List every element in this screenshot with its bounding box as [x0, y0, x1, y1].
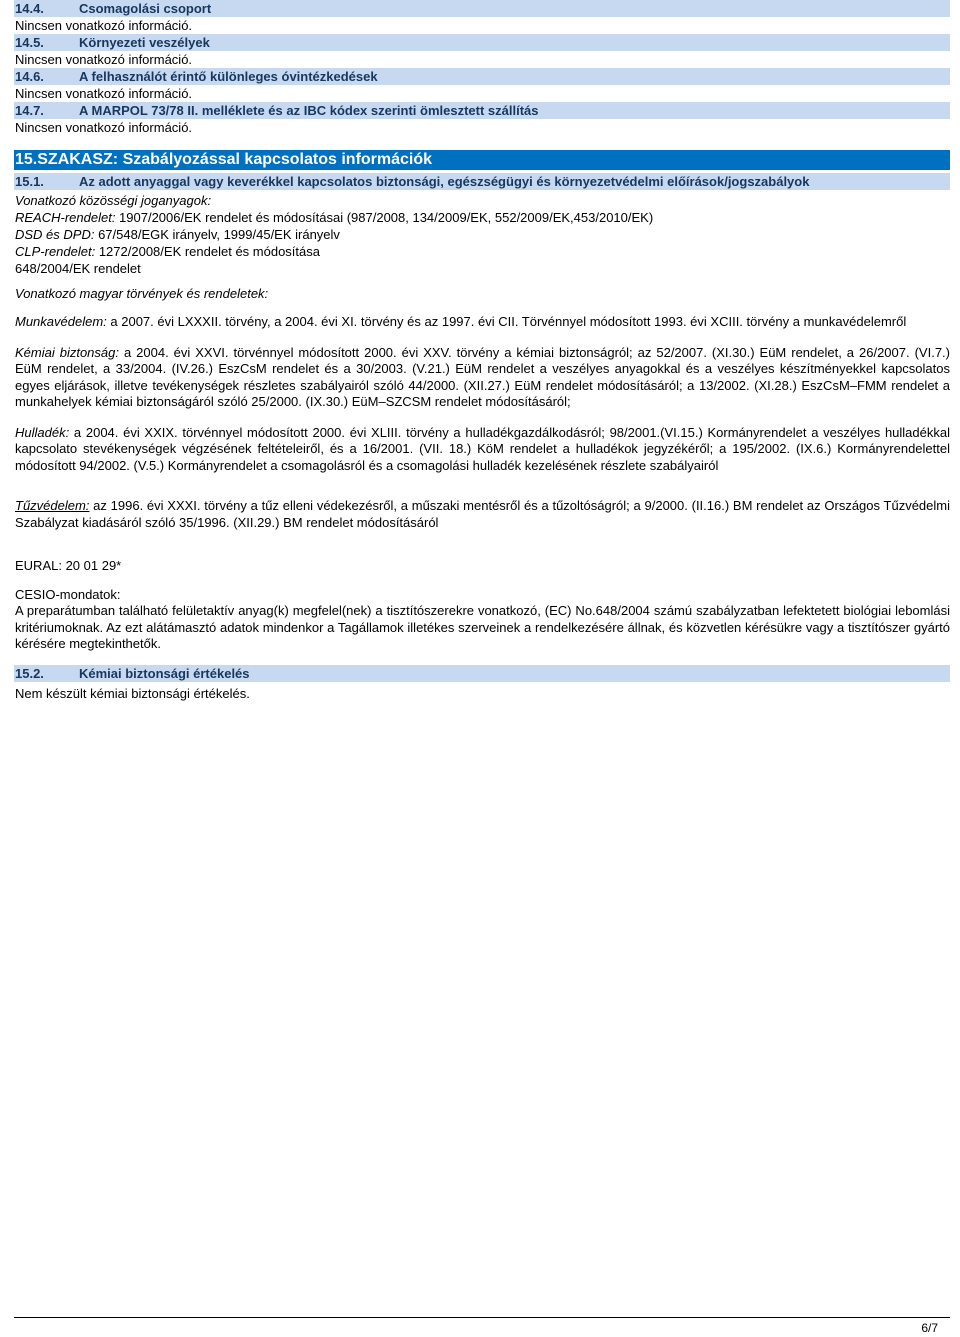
dsd-label: DSD és DPD:: [15, 227, 95, 242]
hulladek-label: Hulladék:: [15, 424, 70, 440]
dsd-line: [14, 226, 950, 243]
subsection-title: A MARPOL 73/78 II. melléklete és az IBC kódex szerinti ömlesztett szállítás: [79, 103, 539, 118]
hu-legislation-heading: Vonatkozó magyar törvények és rendeletek:: [15, 286, 269, 301]
cesio-heading: CESIO-mondatok:: [15, 587, 121, 602]
subsection-14-4-header: [14, 0, 950, 17]
clp-text: 1272/2008/EK rendelet és módosítása: [95, 244, 320, 259]
subsection-14-7-header: [14, 102, 950, 119]
no-info-text: Nincsen vonatkozó információ.: [15, 18, 193, 33]
subsection-title: Kémiai biztonsági értékelés: [79, 665, 250, 681]
clp-line: [14, 243, 950, 260]
munkavedelem-text: a 2007. évi LXXXII. törvény, a 2004. évi XI. törvény és az 1997. évi CII. Törvénnyel módosított 1993. évi XCIII. törvény a munkavédelemről: [106, 314, 907, 329]
footer-divider: [14, 1317, 950, 1318]
hulladek-paragraph: [14, 425, 950, 475]
kemiai-biztonsag-label: Kémiai biztonság:: [15, 344, 119, 360]
tuzvedelem-label: Tűzvédelem:: [15, 498, 90, 513]
subsection-number: 14.5.: [15, 35, 44, 50]
subsection-number: 14.4.: [15, 1, 44, 16]
subsection-number: 15.2.: [15, 665, 44, 681]
subsection-14-5-header: [14, 34, 950, 51]
hulladek-text: a 2004. évi XXIX. törvénnyel módosított 2000. évi XLIII. törvény a hulladékgazdálkodásról; 98/2001.(VI.15.) Kormányrendelet a veszélyes hulladékkal kapcsolato stevékenységek végzésének feltételeiről, és a 16/2001. (VII. 18.) KöM rendelet a hulladékok jegyzékéről; a 195/2002. (IX.6.) Kormányrendelettel módosított 94/2002. (V.5.) Kormányrendelet a csomagolásról és a csomagolási hulladék kezelésének részlete szabályairól: [15, 424, 950, 473]
no-assessment-text: Nem készült kémiai biztonsági értékelés.: [15, 685, 250, 701]
cesio-text: A preparátumban található felületaktív anyag(k) megfelel(nek) a tisztítószerekre vonatkozó, (EC) No.648/2004 számú szabályzatban lefektetett biológiai lebomlási kritériumoknak. Az ezt alátámasztó adatok mindenkor a Tagállamok illetékes szerveinek a rendelkezésére állnak, és közvetlen kérésükre vagy a tisztítószer gyártó kérésére megtekinthetők.: [15, 603, 950, 651]
subsection-title: Csomagolási csoport: [79, 1, 212, 16]
subsection-15-2-header: [14, 665, 950, 682]
reach-label: REACH-rendelet:: [15, 210, 116, 225]
no-info-text: Nincsen vonatkozó információ.: [15, 52, 193, 67]
no-info-text: Nincsen vonatkozó információ.: [15, 120, 193, 135]
section-15-header: 15.SZAKASZ: Szabályozással kapcsolatos információk: [14, 150, 950, 170]
subsection-number: 15.1.: [15, 174, 44, 189]
eural-code: EURAL: 20 01 29*: [15, 558, 122, 573]
subsection-title: Környezeti veszélyek: [79, 35, 210, 50]
subsection-title: A felhasználót érintő különleges óvintézkedések: [79, 69, 378, 84]
reach-line: [14, 209, 950, 226]
munkavedelem-paragraph: [14, 314, 950, 331]
subsection-14-6-header: [14, 68, 950, 85]
subsection-number: 14.7.: [15, 103, 44, 118]
subsection-number: 14.6.: [15, 69, 44, 84]
tuzvedelem-paragraph: [14, 498, 950, 531]
no-info-text: Nincsen vonatkozó információ.: [15, 86, 193, 101]
dsd-text: 67/548/EGK irányelv, 1999/45/EK irányelv: [94, 227, 340, 242]
munkavedelem-label: Munkavédelem:: [15, 314, 107, 329]
document-page: [14, 0, 950, 702]
detergent-regulation: 648/2004/EK rendelet: [15, 261, 141, 276]
reach-text: 1907/2006/EK rendelet és módosításai (987/2008, 134/2009/EK, 552/2009/EK,453/2010/EK): [115, 210, 654, 225]
kemiai-biztonsag-text: a 2004. évi XXVI. törvénnyel módosított 2000. évi XXV. törvény a kémiai biztonságról; az 52/2007. (XI.30.) EüM rendelet, a 26/2007. (VI.7.) EüM rendelet, a 33/2004. (IV.26.) EszCsM rendelet és a 30/2003. (V.21.) EüM rendelet a veszélyes anyagokkal és a veszélyes készítményekkel kapcsolatos egyes eljárások, illetve tevékenységek részletes szabályairól szóló 44/2000. (XII.27.) EüM rendelet módosításáról; a 13/2002. (XI.28.) EszCsM–FMM rendelet a munkahelyek kémiai biztonságáról szóló 25/2000. (IX.30.) EüM–SZCSM rendelet módosításáról;: [15, 344, 950, 409]
kemiai-biztonsag-paragraph: [14, 345, 950, 411]
page-number: 6/7: [921, 1321, 938, 1335]
eu-legislation-heading: Vonatkozó közösségi joganyagok:: [15, 193, 212, 208]
subsection-title: Az adott anyaggal vagy keverékkel kapcsolatos biztonsági, egészségügyi és környezetvédelmi előírások/jogszabályok: [79, 174, 810, 189]
clp-label: CLP-rendelet:: [15, 244, 96, 259]
subsection-15-1-header: [14, 173, 950, 190]
tuzvedelem-text: az 1996. évi XXXI. törvény a tűz elleni védekezésről, a műszaki mentésről és a tűzoltóságról; a 9/2000. (II.16.) BM rendelet az Országos Tűzvédelmi Szabályzat kiadásáról szóló 35/1996. (XII.29.) BM rendelet módosításáról: [15, 498, 950, 530]
